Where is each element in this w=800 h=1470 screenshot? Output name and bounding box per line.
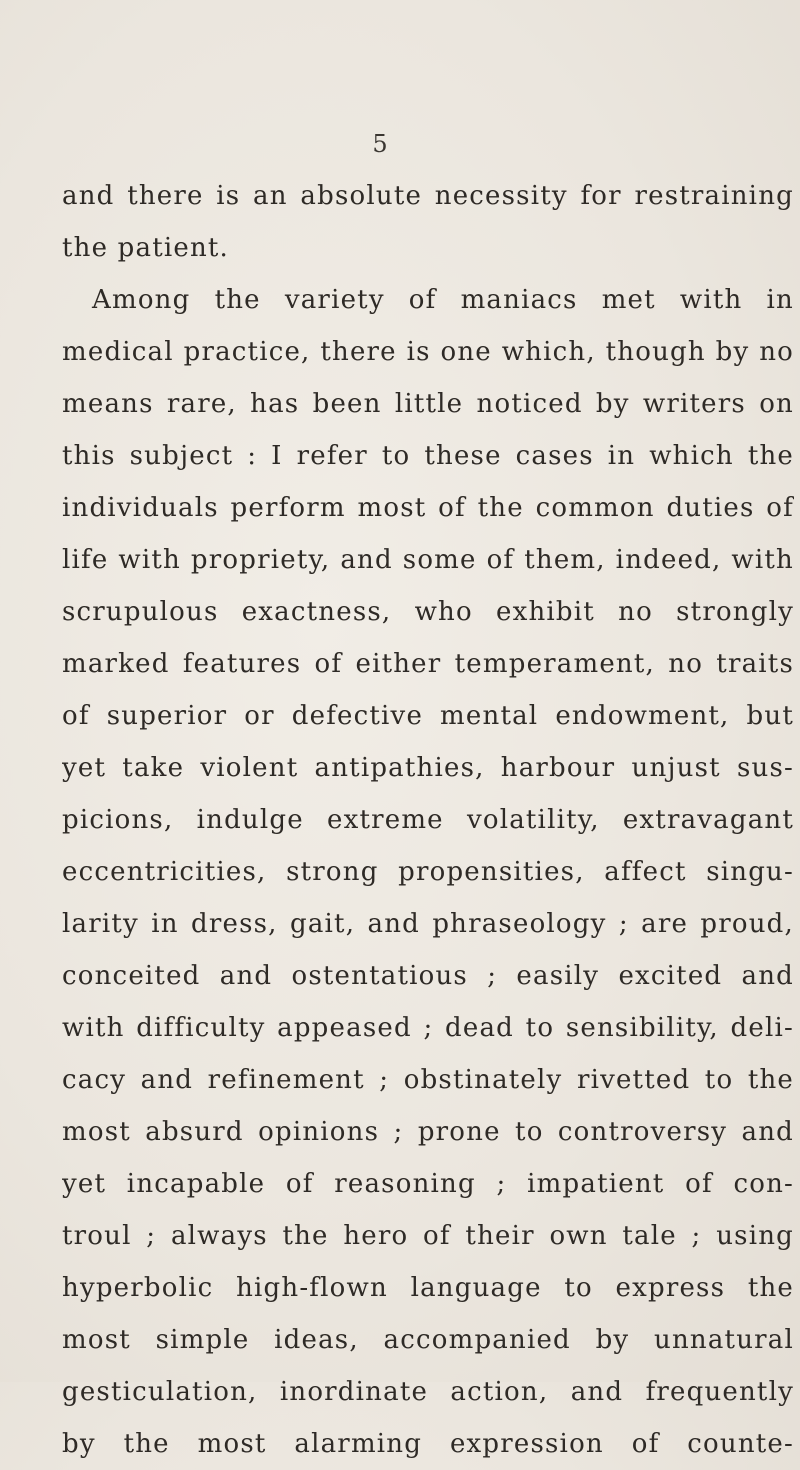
text-line: most absurd opinions ; prone to controversy and — [62, 1117, 794, 1147]
text-line: individuals perform most of the common duties of — [62, 493, 794, 523]
text-line: Among the variety of maniacs met with in — [92, 285, 794, 315]
text-line: yet incapable of reasoning ; impatient of con- — [62, 1169, 794, 1199]
text-line: hyperbolic high-flown language to express the — [62, 1273, 794, 1303]
text-line: larity in dress, gait, and phraseology ; are proud, — [62, 909, 794, 939]
body-text — [62, 170, 794, 1470]
text-line: by the most alarming expression of counte- — [62, 1429, 794, 1459]
text-line: this subject : I refer to these cases in which the — [62, 441, 794, 471]
text-line: eccentricities, strong propensities, affect singu- — [62, 857, 794, 887]
text-line: the patient. — [62, 233, 229, 263]
text-line: and there is an absolute necessity for restraining — [62, 181, 794, 211]
text-line: yet take violent antipathies, harbour unjust sus- — [62, 753, 794, 783]
text-line: scrupulous exactness, who exhibit no strongly — [62, 597, 794, 627]
text-line: cacy and refinement ; obstinately rivetted to the — [62, 1065, 794, 1095]
text-line: conceited and ostentatious ; easily excited and — [62, 961, 794, 991]
text-line: of superior or defective mental endowment, but — [62, 701, 794, 731]
text-line: life with propriety, and some of them, indeed, with — [62, 545, 794, 575]
text-line: picions, indulge extreme volatility, extravagant — [62, 805, 794, 835]
text-line: means rare, has been little noticed by writers on — [62, 389, 794, 419]
text-line: gesticulation, inordinate action, and frequently — [62, 1377, 794, 1407]
text-line: marked features of either temperament, no traits — [62, 649, 794, 679]
text-line: most simple ideas, accompanied by unnatural — [62, 1325, 794, 1355]
text-line: troul ; always the hero of their own tale ; using — [62, 1221, 794, 1251]
page-number: 5 — [372, 130, 388, 158]
text-line: medical practice, there is one which, though by no — [62, 337, 794, 367]
text-line: with difficulty appeased ; dead to sensibility, deli- — [62, 1013, 794, 1043]
